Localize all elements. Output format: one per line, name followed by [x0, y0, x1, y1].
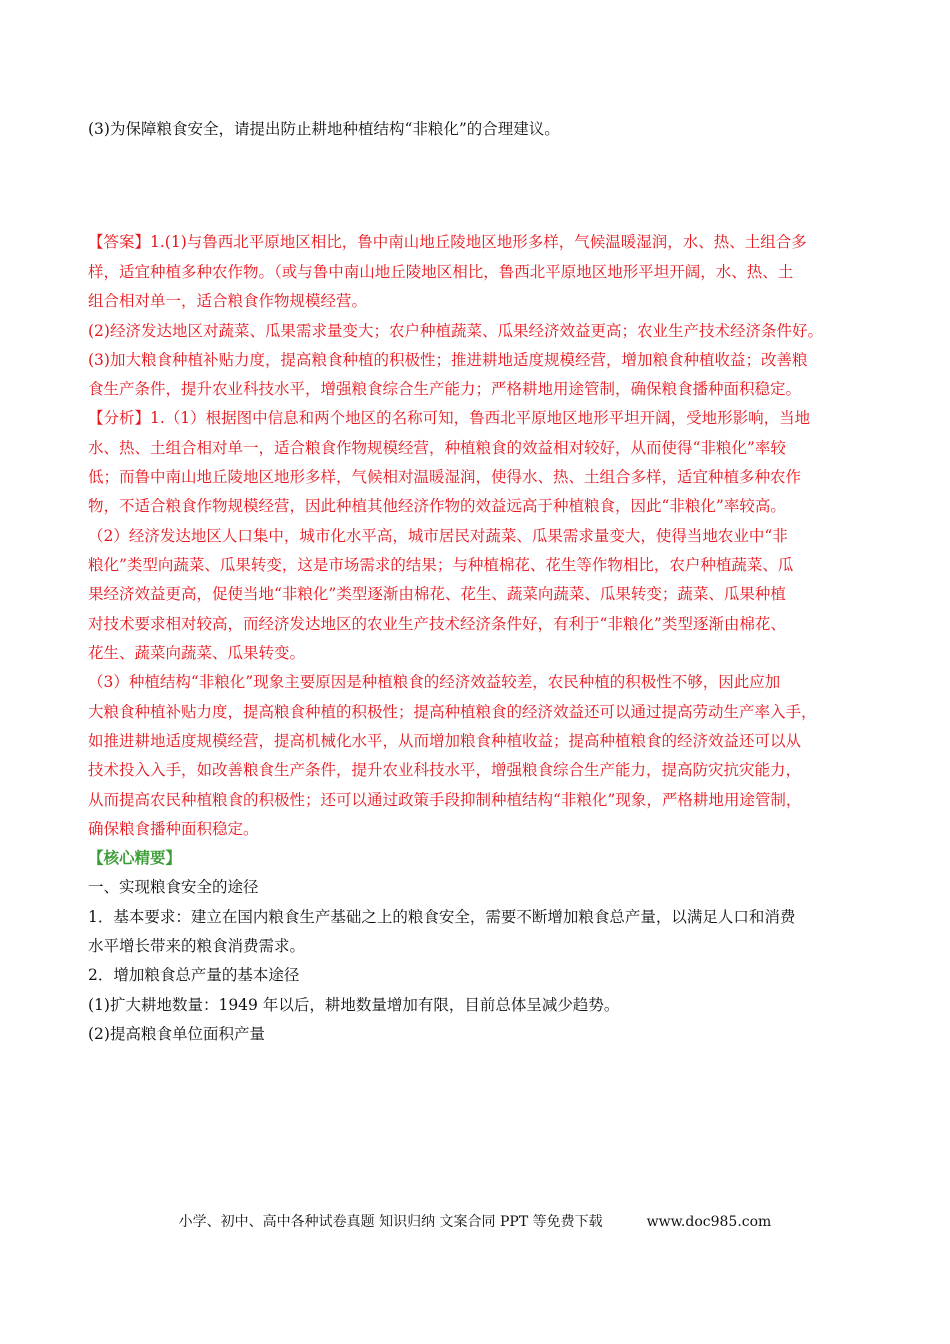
answer-line: 组合相对单一，适合粮食作物规模经营。: [88, 292, 368, 310]
analysis-line: 【分析】1.（1）根据图中信息和两个地区的名称可知，鲁西北平原地区地形平坦开阔，受地形影响，当地: [88, 409, 811, 427]
section-heading: 【核心精要】: [88, 848, 182, 867]
analysis-line: 技术投入入手，如改善粮食生产条件，提升农业科技水平，增强粮食综合生产能力，提高防灾抗灾能力，: [88, 761, 802, 779]
analysis-line: （3）种植结构“非粮化”现象主要原因是种植粮食的经济效益较差，农民种植的积极性不够，因此应加: [88, 673, 781, 691]
page-footer: [0, 1212, 950, 1232]
answer-line: 样，适宜种植多种农作物。（或与鲁中南山地丘陵地区相比，鲁西北平原地区地形平坦开阔，水、热、土: [88, 263, 794, 281]
core-line: 水平增长带来的粮食消费需求。: [88, 937, 306, 955]
analysis-line: 水、热、土组合相对单一，适合粮食作物规模经营，种植粮食的效益相对较好，从而使得“非粮化”率较: [88, 439, 786, 457]
analysis-line: 从而提高农民种植粮食的积极性；还可以通过政策手段抑制种植结构“非粮化”现象，严格耕地用途管制，: [88, 791, 802, 809]
analysis-line: 低；而鲁中南山地丘陵地区地形多样，气候相对温暖湿润，使得水、热、土组合多样，适宜种植多种农作: [88, 468, 802, 486]
answer-line: 食生产条件，提升农业科技水平，增强粮食综合生产能力；严格耕地用途管制，确保粮食播种面积稳定。: [88, 380, 802, 398]
analysis-line: 大粮食种植补贴力度，提高粮食种植的积极性；提高种植粮食的经济效益还可以通过提高劳动生产率入手，: [88, 703, 817, 721]
analysis-line: 果经济效益更高，促使当地“非粮化”类型逐渐由棉花、花生、蔬菜向蔬菜、瓜果转变；蔬菜、瓜果种植: [88, 585, 786, 603]
analysis-line: 物，不适合粮食作物规模经营，因此种植其他经济作物的效益远高于种植粮食，因此“非粮化”率较高。: [88, 497, 786, 515]
answer-line: (3)加大粮食种植补贴力度，提高粮食种植的积极性；推进耕地适度规模经营，增加粮食种植收益；改善粮: [88, 351, 808, 369]
analysis-line: （2）经济发达地区人口集中，城市化水平高，城市居民对蔬菜、瓜果需求量变大，使得当地农业中“非: [88, 527, 788, 545]
analysis-line: 花生、蔬菜向蔬菜、瓜果转变。: [88, 644, 306, 662]
footer-website-link[interactable]: www.doc985.com: [646, 1214, 772, 1230]
footer-text: 小学、初中、高中各种试卷真题 知识归纳 文案合同 PPT 等免费下载: [178, 1214, 603, 1230]
analysis-line: 对技术要求相对较高，而经济发达地区的农业生产技术经济条件好，有利于“非粮化”类型逐渐由棉花、: [88, 615, 786, 633]
core-line: 2．增加粮食总产量的基本途径: [88, 966, 300, 984]
analysis-line: 如推进耕地适度规模经营，提高机械化水平，从而增加粮食种植收益；提高种植粮食的经济效益还可以从: [88, 732, 802, 750]
question-3: (3)为保障粮食安全，请提出防止耕地种植结构“非粮化”的合理建议。: [88, 120, 560, 138]
analysis-line: 粮化”类型向蔬菜、瓜果转变，这是市场需求的结果；与种植棉花、花生等作物相比，农户种植蔬菜、瓜: [88, 556, 794, 574]
answer-line: 【答案】1.(1)与鲁西北平原地区相比，鲁中南山地丘陵地区地形多样，气候温暖湿润，水、热、土组合多: [88, 233, 807, 251]
core-line: (2)提高粮食单位面积产量: [88, 1025, 265, 1043]
answer-line: (2)经济发达地区对蔬菜、瓜果需求量变大；农户种植蔬菜、瓜果经济效益更高；农业生产技术经济条件好。: [88, 322, 823, 340]
analysis-line: 确保粮食播种面积稳定。: [88, 820, 259, 838]
core-line: 1．基本要求：建立在国内粮食生产基础之上的粮食安全，需要不断增加粮食总产量，以满足人口和消费: [88, 908, 796, 926]
core-line: 一、实现粮食安全的途径: [88, 878, 259, 896]
core-line: (1)扩大耕地数量：1949 年以后，耕地数量增加有限，目前总体呈减少趋势。: [88, 996, 620, 1014]
